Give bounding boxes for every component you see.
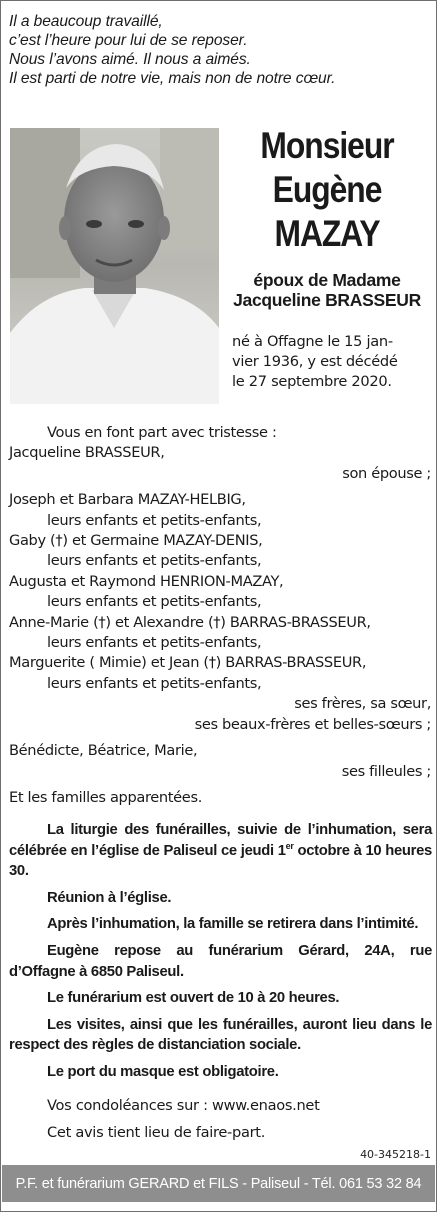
family-member: Et les familles apparentées. [9,788,202,806]
family-member: Anne-Marie (†) et Alexandre (†) BARRAS-BRASSEUR, [9,613,371,631]
poem-line: Il a beaucoup travaillé, [9,13,163,30]
relation-label: ses frères, sa sœur, [294,695,431,713]
relation-label: leurs enfants et petits-enfants, [47,593,262,611]
mask-paragraph [9,1062,432,1083]
closing-lines [47,1096,427,1150]
family-member: Augusta et Raymond HENRION-MAZAY, [9,572,284,590]
relation-label: leurs enfants et petits-enfants, [47,634,262,652]
birth-line: le 27 septembre 2020. [232,373,392,390]
birth-death-info [232,332,430,392]
birth-line: né à Offagne le 15 jan- [232,333,393,350]
portrait-photo [10,128,219,404]
deceased-name [237,124,418,256]
relation-label: ses filleules ; [341,762,431,780]
relation-label: ses beaux-frères et belles-sœurs ; [194,715,431,733]
burial-text: Après l’inhumation, la famille se retirera dans l’intimité. [47,916,419,933]
faire-part-text: Cet avis tient lieu de faire-part. [47,1124,266,1141]
family-list [9,423,431,808]
family-member: Jacqueline BRASSEUR, [9,444,165,462]
relation-label: leurs enfants et petits-enfants, [47,674,262,692]
intro-text: Vous en font part avec tristesse : [47,424,277,441]
liturgy-text-end: octobre à 10 heures 30. [9,842,432,880]
mask-text: Le port du masque est obligatoire. [47,1063,279,1080]
hours-paragraph [9,988,432,1009]
meeting-paragraph [9,888,432,909]
visits-text: Les visites, ainsi que les funérailles, auront lieu dans le respect des règles de distanciation sociale. [9,1016,432,1054]
relation-label: son épouse ; [342,464,431,482]
poem [9,12,434,88]
relation-label: leurs enfants et petits-enfants, [47,552,262,570]
funeral-home-footer: P.F. et funérarium GERARD et FILS - Paliseul - Tél. 061 53 32 84 [2,1165,435,1202]
birth-line: vier 1936, y est décédé [232,353,398,370]
spouse-line: Jacqueline BRASSEUR [233,290,421,310]
family-member: Gaby (†) et Germaine MAZAY-DENIS, [9,532,263,550]
poem-line: c’est l’heure pour lui de se reposer. [9,32,248,49]
title-line: Monsieur [260,125,394,166]
poem-line: Nous l’avons aimé. Il nous a aimés. [9,51,251,68]
family-member: Bénédicte, Béatrice, Marie, [9,742,198,760]
hours-text: Le funérarium est ouvert de 10 à 20 heures. [47,990,340,1007]
burial-paragraph [9,914,432,935]
liturgy-paragraph [9,820,432,882]
repose-text: Eugène repose au funérarium Gérard, 24A, rue d’Offagne à 6850 Paliseul. [9,942,432,980]
title-line: MAZAY [274,213,380,254]
family-member: Joseph et Barbara MAZAY-HELBIG, [9,491,246,509]
reference-number: 40-345218-1 [360,1148,431,1161]
spouse-line: époux de Madame [253,270,401,290]
condolences-text: Vos condoléances sur : www.enaos.net [47,1097,320,1114]
liturgy-text: La liturgie des funérailles, suivie de l’inhumation, sera célébrée en l’église de Paliseul ce jeudi 1 [9,822,432,859]
meeting-text: Réunion à l’église. [47,889,172,906]
relation-label: leurs enfants et petits-enfants, [47,511,262,529]
ordinal-suffix: er [285,840,294,851]
poem-line: Il est parti de notre vie, mais non de notre cœur. [9,70,336,87]
family-member: Marguerite ( Mimie) et Jean (†) BARRAS-BRASSEUR, [9,654,367,672]
spouse-info [222,270,432,310]
visits-paragraph [9,1015,432,1056]
repose-paragraph [9,941,432,982]
title-line: Eugène [272,169,382,210]
funeral-details [9,820,432,1089]
